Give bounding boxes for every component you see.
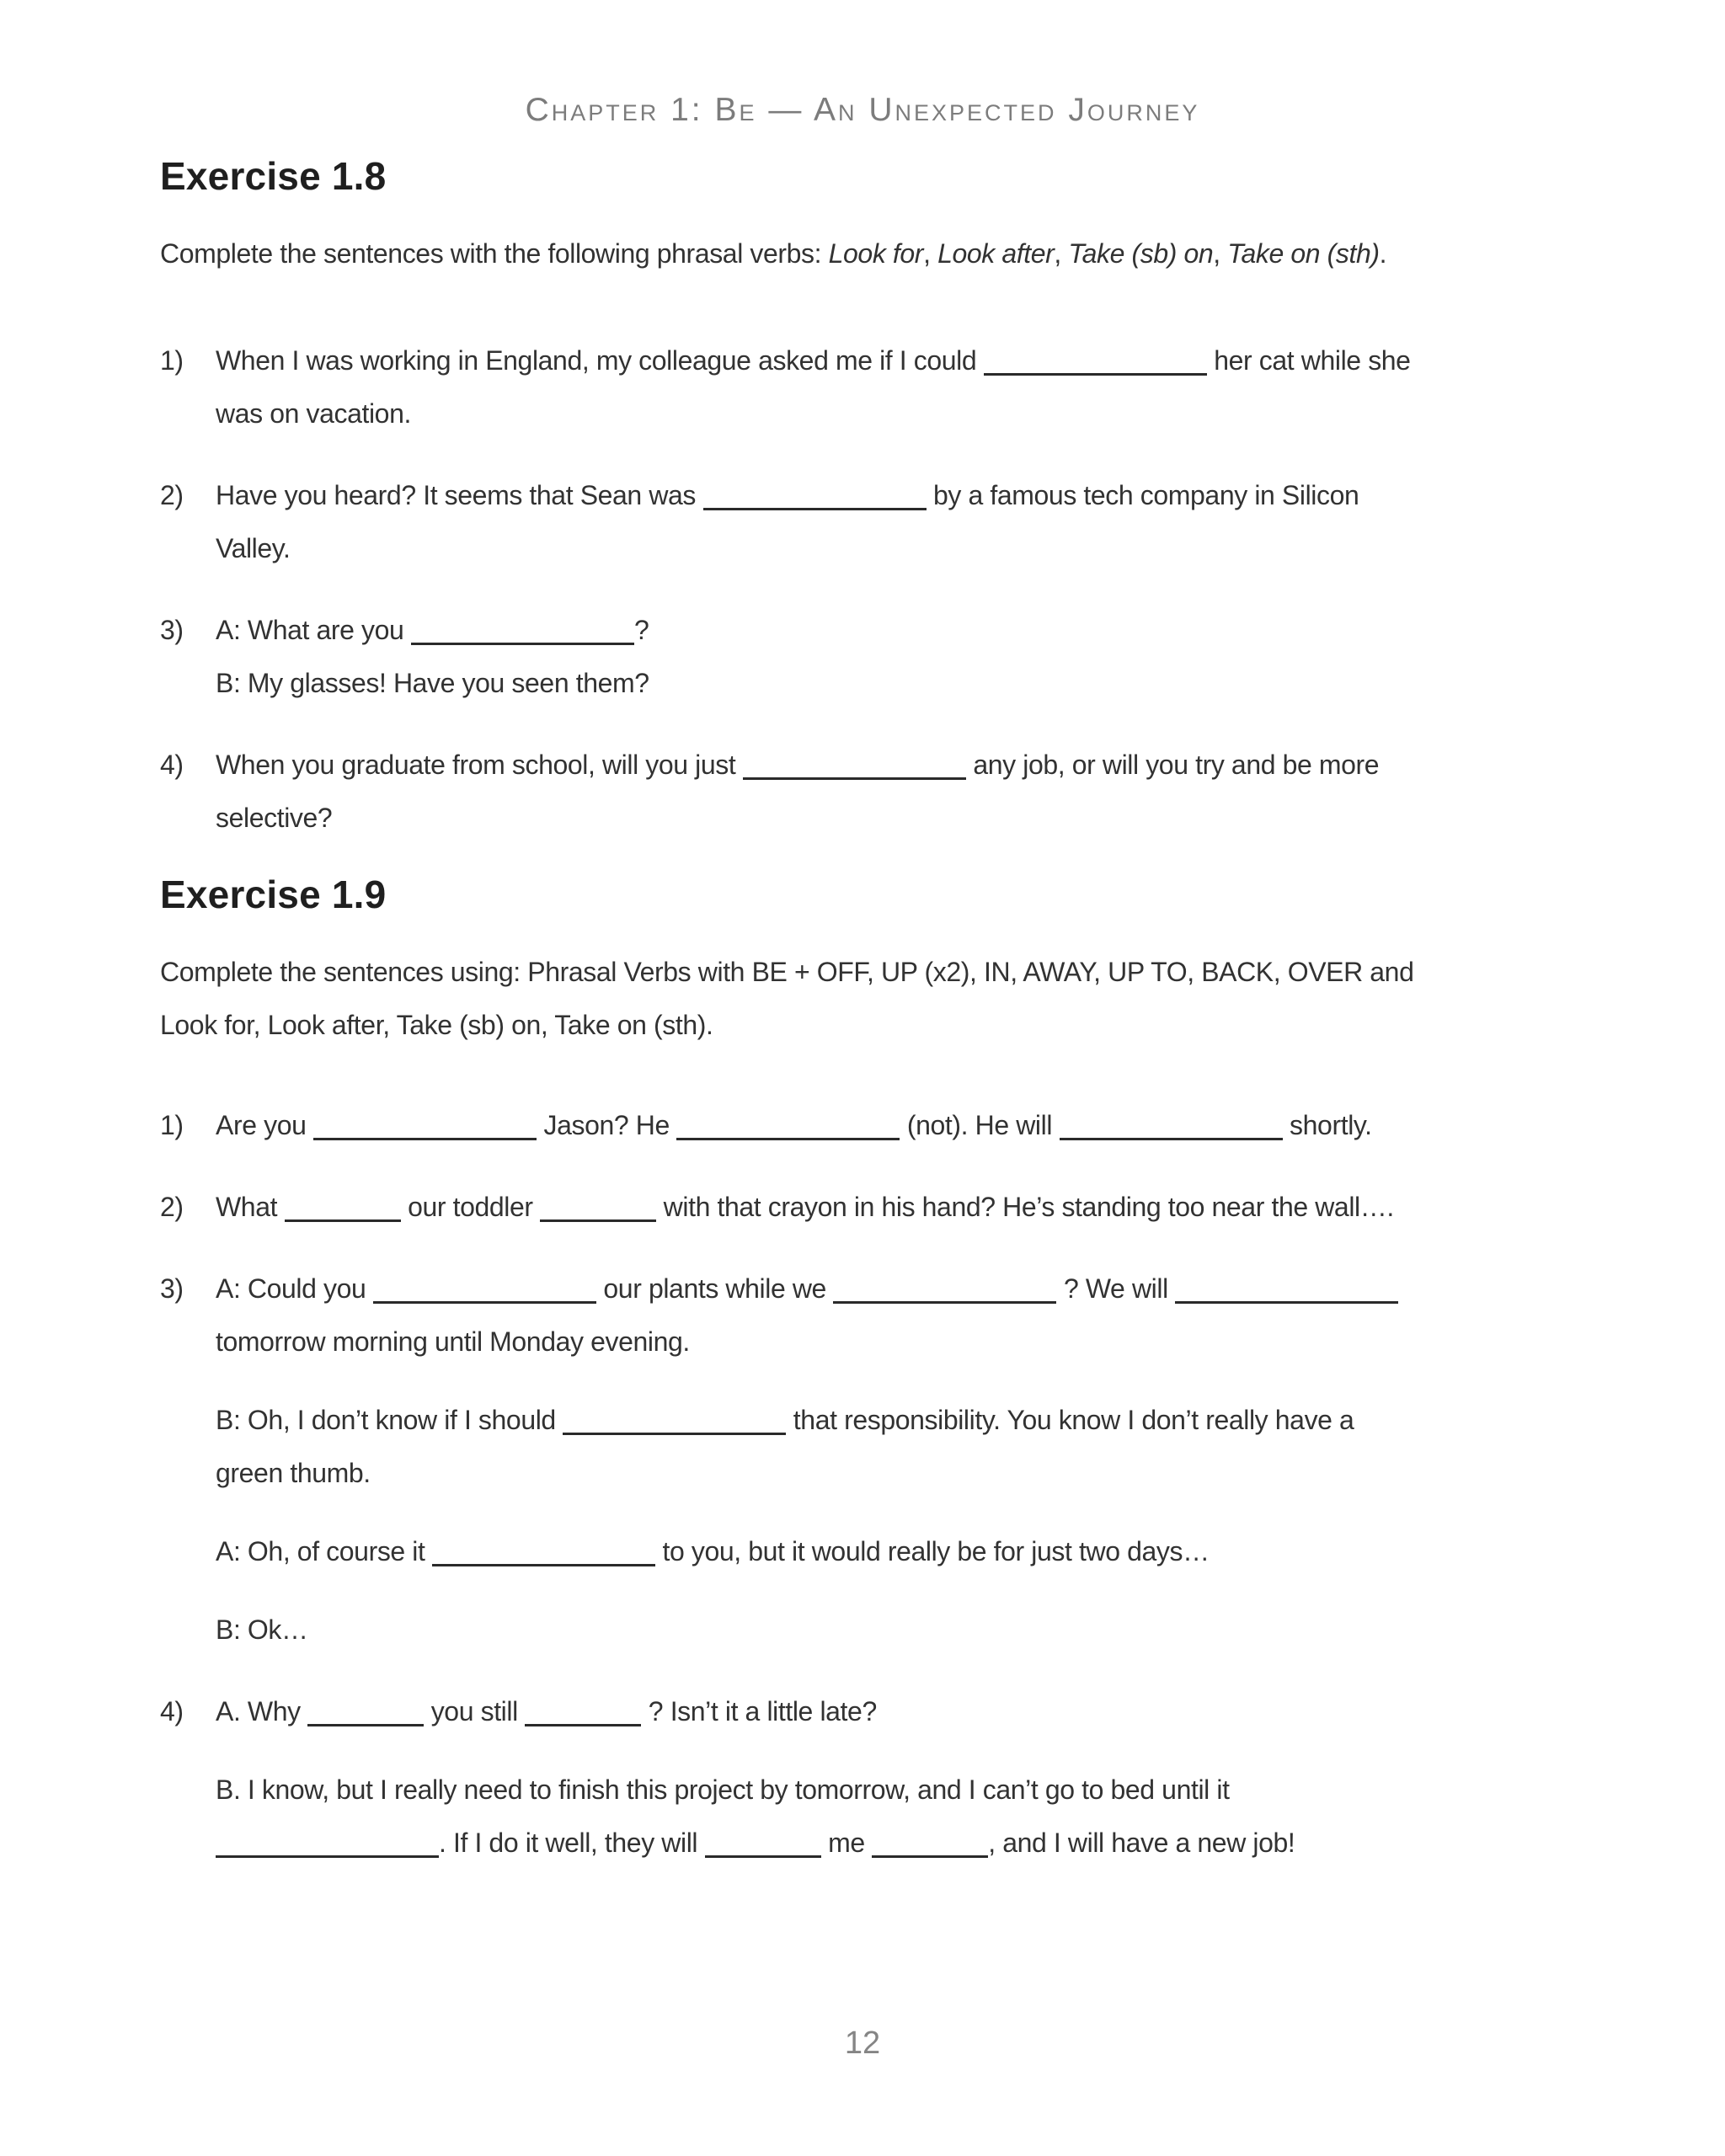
list-item xyxy=(160,1181,1668,1234)
text-line xyxy=(216,604,1668,657)
exercise-1.8 xyxy=(160,155,1668,845)
fill-blank xyxy=(307,1699,424,1726)
item-number: 4) xyxy=(160,750,184,780)
text-run: B: Ok… xyxy=(216,1614,308,1645)
text-run: A: What are you xyxy=(216,615,411,645)
text-run: A. Why xyxy=(216,1696,308,1726)
item-lines xyxy=(216,604,1668,710)
text-run: tomorrow morning until Monday evening. xyxy=(216,1326,690,1357)
item-number: 2) xyxy=(160,480,184,510)
text-run: ? We will xyxy=(1056,1273,1176,1304)
text-run: by a famous tech company in Silicon xyxy=(926,480,1359,510)
fill-blank xyxy=(525,1699,641,1726)
text-run: selective? xyxy=(216,803,333,833)
exercise-title: Exercise 1.9 xyxy=(160,873,387,916)
text-line xyxy=(216,469,1668,522)
italic-run: Look after xyxy=(937,238,1055,269)
list-item xyxy=(160,334,1668,440)
text-run: Valley. xyxy=(216,533,291,563)
item-lines xyxy=(216,739,1668,845)
fill-blank xyxy=(313,1113,537,1140)
exercise-1.9 xyxy=(160,873,1668,1870)
item-list xyxy=(160,1099,1668,1870)
fill-blank xyxy=(540,1194,656,1222)
text-run: her cat while she xyxy=(1206,345,1411,376)
fill-blank xyxy=(743,752,966,780)
italic-run: Take (sb) on xyxy=(1068,238,1214,269)
text-line xyxy=(216,1181,1668,1234)
item-list xyxy=(160,334,1668,845)
fill-blank xyxy=(285,1194,401,1222)
text-run: B. I know, but I really need to finish this project by tomorrow, and I can’t go to bed until it xyxy=(216,1774,1230,1805)
text-line xyxy=(216,1817,1668,1870)
text-line xyxy=(216,1525,1668,1578)
text-run: Have you heard? It seems that Sean was xyxy=(216,480,703,510)
italic-run: Take on (sth) xyxy=(1227,238,1380,269)
text-run: Are you xyxy=(216,1110,313,1140)
exercise-instruction xyxy=(160,227,1668,280)
fill-blank xyxy=(432,1539,655,1566)
text-run: that responsibility. You know I don’t really have a xyxy=(786,1405,1354,1435)
exercise-instruction xyxy=(160,946,1668,1052)
list-item xyxy=(160,604,1668,710)
item-number: 2) xyxy=(160,1192,184,1222)
text-run: A: Could you xyxy=(216,1273,373,1304)
text-run: with that crayon in his hand? He’s standing too near the wall…. xyxy=(656,1192,1394,1222)
text-run: When I was working in England, my colleague asked me if I could xyxy=(216,345,984,376)
text-run: Jason? He xyxy=(536,1110,677,1140)
text-run: me xyxy=(820,1828,873,1858)
text-line xyxy=(216,792,1668,845)
text-line xyxy=(216,334,1668,387)
fill-blank xyxy=(563,1407,786,1435)
item-number: 3) xyxy=(160,1273,184,1304)
text-line xyxy=(160,999,1668,1052)
text-run: When you graduate from school, will you just xyxy=(216,750,743,780)
text-run: our plants while we xyxy=(595,1273,834,1304)
text-line xyxy=(216,1099,1668,1152)
text-run: , and I will have a new job! xyxy=(988,1828,1295,1858)
exercise-title: Exercise 1.8 xyxy=(160,154,387,198)
text-run: B: My glasses! Have you seen them? xyxy=(216,668,649,698)
text-run: , xyxy=(1054,238,1069,269)
text-run: ? Isn’t it a little late? xyxy=(641,1696,877,1726)
text-line xyxy=(216,657,1668,710)
fill-blank xyxy=(1175,1276,1398,1304)
item-number: 4) xyxy=(160,1696,184,1726)
text-run: any job, or will you try and be more xyxy=(965,750,1380,780)
item-lines xyxy=(216,1685,1668,1870)
list-item xyxy=(160,1262,1668,1657)
text-run: , xyxy=(923,238,938,269)
text-line xyxy=(216,1685,1668,1738)
list-item xyxy=(160,469,1668,575)
item-lines xyxy=(216,1262,1668,1657)
text-run: . If I do it well, they will xyxy=(439,1828,705,1858)
text-run: Complete the sentences using: Phrasal Verbs with BE + OFF, UP (x2), IN, AWAY, UP TO, BACK, OVER and xyxy=(160,957,1414,987)
text-line xyxy=(216,1604,1668,1657)
text-line xyxy=(216,387,1668,440)
text-line xyxy=(216,1447,1668,1500)
item-lines xyxy=(216,334,1668,440)
text-run: B: Oh, I don’t know if I should xyxy=(216,1405,563,1435)
item-number: 3) xyxy=(160,615,184,645)
exercises xyxy=(160,155,1668,1898)
list-item xyxy=(160,1685,1668,1870)
chapter-header: Chapter 1: Be — An Unexpected Journey xyxy=(525,92,1200,128)
text-run: Look for, Look after, Take (sb) on, Take on (sth). xyxy=(160,1010,713,1040)
fill-blank xyxy=(984,348,1207,376)
italic-run: Look for xyxy=(828,238,924,269)
text-run: you still xyxy=(424,1696,526,1726)
fill-blank xyxy=(411,617,634,645)
text-run: our toddler xyxy=(400,1192,541,1222)
fill-blank xyxy=(676,1113,900,1140)
fill-blank xyxy=(373,1276,596,1304)
text-run: , xyxy=(1213,238,1228,269)
text-run: ? xyxy=(633,615,649,645)
text-line xyxy=(160,227,1668,280)
text-line xyxy=(216,1394,1668,1447)
fill-blank xyxy=(1060,1113,1283,1140)
text-run: (not). He will xyxy=(900,1110,1060,1140)
text-run: shortly. xyxy=(1282,1110,1372,1140)
item-number: 1) xyxy=(160,1110,184,1140)
fill-blank xyxy=(872,1830,988,1858)
fill-blank xyxy=(705,1830,821,1858)
page-number: 12 xyxy=(844,2025,881,2061)
fill-blank xyxy=(216,1830,439,1858)
text-run: What xyxy=(216,1192,285,1222)
list-item xyxy=(160,739,1668,845)
text-run: to you, but it would really be for just two days… xyxy=(655,1536,1210,1566)
fill-blank xyxy=(703,483,927,510)
text-line xyxy=(216,739,1668,792)
text-line xyxy=(216,1764,1668,1817)
text-line xyxy=(216,522,1668,575)
text-line xyxy=(160,946,1668,999)
item-number: 1) xyxy=(160,345,184,376)
text-run: . xyxy=(1379,238,1387,269)
text-run: was on vacation. xyxy=(216,398,411,429)
text-run: green thumb. xyxy=(216,1458,371,1488)
item-lines xyxy=(216,1099,1668,1152)
list-item xyxy=(160,1099,1668,1152)
item-lines xyxy=(216,469,1668,575)
fill-blank xyxy=(833,1276,1056,1304)
item-lines xyxy=(216,1181,1668,1234)
text-line xyxy=(216,1315,1668,1369)
text-run: Complete the sentences with the following phrasal verbs: xyxy=(160,238,829,269)
text-run: A: Oh, of course it xyxy=(216,1536,433,1566)
text-line xyxy=(216,1262,1668,1315)
